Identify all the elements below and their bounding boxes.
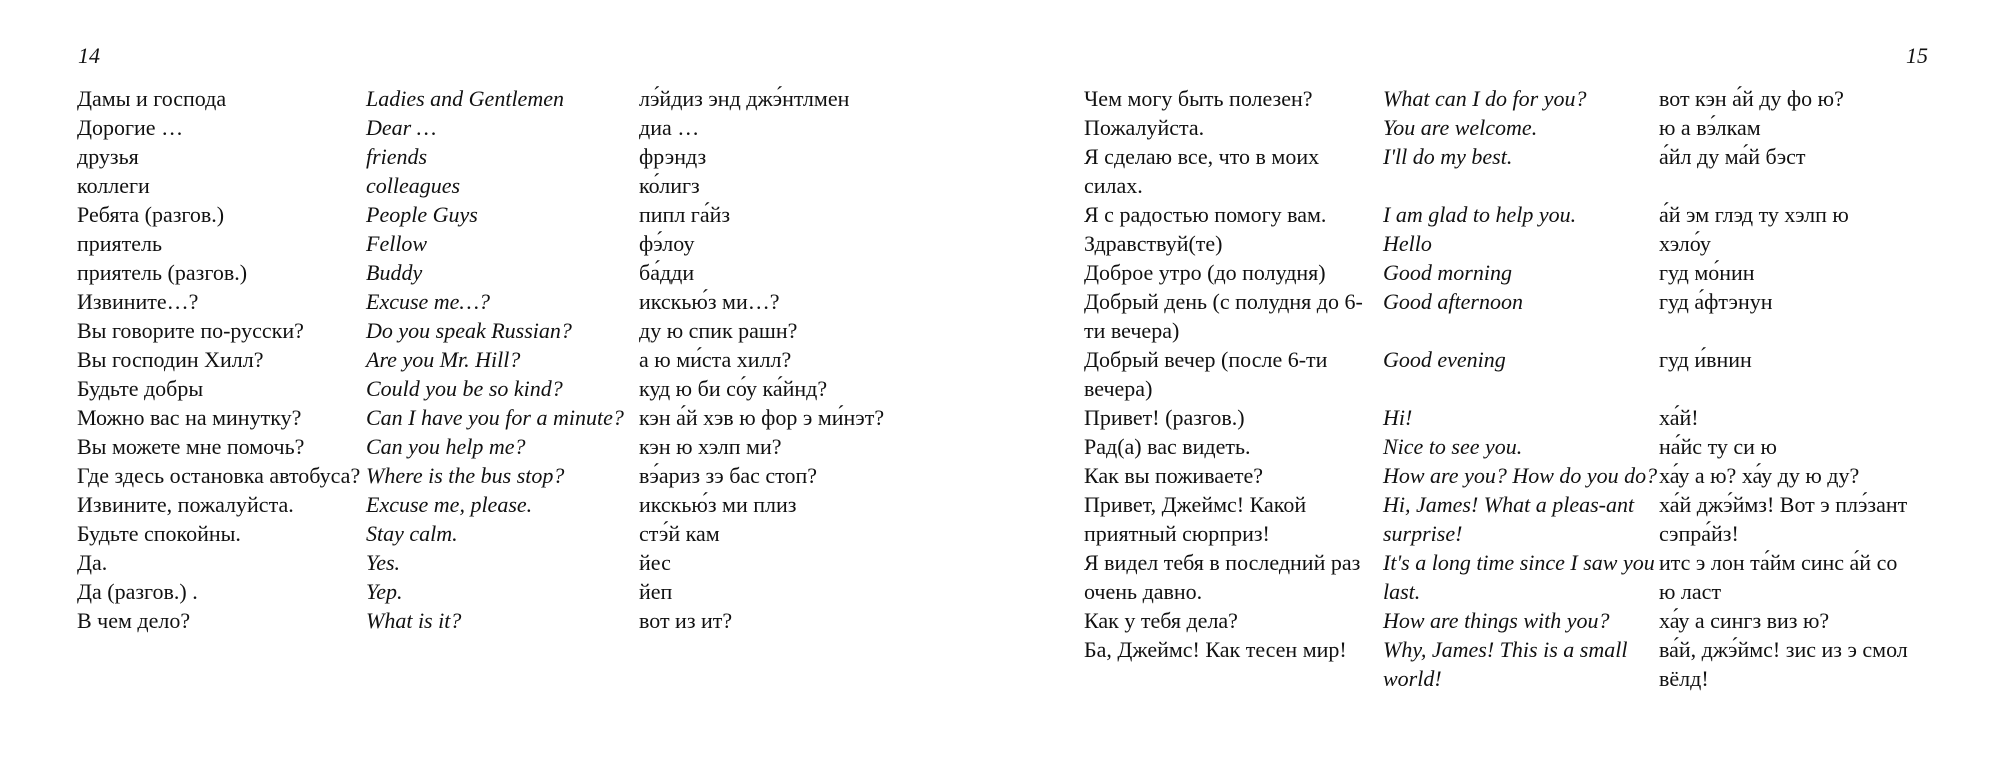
russian-phrase: Добрый день (с полудня до 6-ти вечера) — [1084, 289, 1363, 343]
russian-phrase: Будьте спокойны. — [77, 521, 241, 546]
russian-phrase: В чем дело? — [77, 608, 191, 633]
phrase-row — [1084, 200, 1919, 229]
transcription: ва́й, джэ́ймс! зис из э смол вёлд! — [1659, 637, 1908, 691]
phrase-row — [77, 403, 919, 432]
phrase-row — [77, 287, 919, 316]
russian-phrase: Будьте добры — [77, 376, 204, 401]
russian-phrase: Я видел тебя в последний раз очень давно. — [1084, 550, 1361, 604]
russian-phrase: Привет, Джеймс! Какой приятный сюрприз! — [1084, 492, 1307, 546]
phrase-row — [77, 84, 919, 113]
english-phrase: Can I have you for a minute? — [366, 405, 624, 430]
phrase-row — [77, 229, 919, 258]
phrase-row — [77, 461, 919, 490]
english-phrase: Do you speak Russian? — [366, 318, 572, 343]
transcription: хэло́у — [1659, 231, 1711, 256]
russian-phrase: Ба, Джеймс! Как тесен мир! — [1084, 637, 1347, 662]
english-phrase: I'll do my best. — [1383, 144, 1513, 169]
english-phrase: Dear … — [366, 115, 437, 140]
russian-phrase: Пожалуйста. — [1084, 115, 1205, 140]
russian-phrase: Извините, пожалуйста. — [77, 492, 294, 517]
transcription: вот кэн а́й ду фо ю? — [1659, 86, 1844, 111]
transcription: на́йс ту си ю — [1659, 434, 1777, 459]
transcription: итс э лон та́йм синс а́й со ю ласт — [1659, 550, 1898, 604]
transcription: вот из ит? — [639, 608, 733, 633]
phrase-row — [77, 432, 919, 461]
phrase-row — [1084, 490, 1919, 548]
english-phrase: Ladies and Gentlemen — [366, 86, 564, 111]
page-number-left: 14 — [78, 43, 100, 68]
phrase-row — [77, 142, 919, 171]
transcription: икскью́з ми плиз — [639, 492, 797, 517]
english-phrase: Why, James! This is a small world! — [1383, 637, 1628, 691]
phrase-row — [77, 171, 919, 200]
english-phrase: Excuse me, please. — [366, 492, 533, 517]
transcription: гуд и́внин — [1659, 347, 1752, 372]
russian-phrase: Где здесь остановка автобуса? — [77, 463, 361, 488]
phrase-table-left — [77, 84, 919, 635]
russian-phrase: Ребята (разгов.) — [77, 202, 225, 227]
english-phrase: Hello — [1383, 231, 1432, 256]
russian-phrase: Дамы и господа — [77, 86, 227, 111]
phrase-row — [77, 490, 919, 519]
english-phrase: Are you Mr. Hill? — [366, 347, 521, 372]
english-phrase: Can you help me? — [366, 434, 526, 459]
transcription: диа … — [639, 115, 700, 140]
phrase-row — [77, 519, 919, 548]
phrase-row — [1084, 287, 1919, 345]
english-phrase: friends — [366, 144, 428, 169]
phrase-row — [77, 258, 919, 287]
phrase-row — [77, 345, 919, 374]
english-phrase: I am glad to help you. — [1383, 202, 1577, 227]
transcription: ко́лигз — [639, 173, 700, 198]
transcription: лэ́йдиз энд джэ́нтлмен — [639, 86, 850, 111]
phrase-row — [1084, 258, 1919, 287]
phrase-row — [77, 577, 919, 606]
english-phrase: Stay calm. — [366, 521, 458, 546]
english-phrase: Hi! — [1383, 405, 1413, 430]
transcription: пипл га́йз — [639, 202, 731, 227]
russian-phrase: Да (разгов.) . — [77, 579, 198, 604]
russian-phrase: Вы говорите по-русски? — [77, 318, 304, 343]
phrase-row — [1084, 432, 1919, 461]
english-phrase: It's a long time since I saw you last. — [1383, 550, 1655, 604]
transcription: ба́дди — [639, 260, 695, 285]
russian-phrase: Вы господин Хилл? — [77, 347, 264, 372]
transcription: фэ́лоу — [639, 231, 695, 256]
phrase-row — [1084, 113, 1919, 142]
english-phrase: Buddy — [366, 260, 423, 285]
transcription: а́йл ду ма́й бэст — [1659, 144, 1806, 169]
english-phrase: Good evening — [1383, 347, 1506, 372]
english-phrase: Hi, James! What a pleas-ant surprise! — [1383, 492, 1635, 546]
english-phrase: People Guys — [366, 202, 478, 227]
russian-phrase: Чем могу быть полезен? — [1084, 86, 1313, 111]
transcription: стэ́й кам — [639, 521, 720, 546]
russian-phrase: Да. — [77, 550, 108, 575]
right-page — [1000, 0, 2000, 778]
english-phrase: Good afternoon — [1383, 289, 1523, 314]
transcription: ха́й! — [1659, 405, 1699, 430]
russian-phrase: Доброе утро (до полудня) — [1084, 260, 1326, 285]
english-phrase: How are you? How do you do? — [1383, 463, 1658, 488]
transcription: фрэндз — [639, 144, 707, 169]
transcription: йеп — [639, 579, 673, 604]
russian-phrase: Привет! (разгов.) — [1084, 405, 1245, 430]
english-phrase: You are welcome. — [1383, 115, 1538, 140]
phrase-row — [1084, 606, 1919, 635]
english-phrase: Yes. — [366, 550, 401, 575]
english-phrase: Excuse me…? — [366, 289, 491, 314]
russian-phrase: друзья — [77, 144, 139, 169]
english-phrase: How are things with you? — [1383, 608, 1610, 633]
phrase-row — [1084, 345, 1919, 403]
english-phrase: Good morning — [1383, 260, 1512, 285]
russian-phrase: Я с радостью помогу вам. — [1084, 202, 1327, 227]
phrase-table-body — [77, 84, 919, 635]
transcription: кэн ю хэлп ми? — [639, 434, 782, 459]
transcription: ду ю спик рашн? — [639, 318, 798, 343]
english-phrase: What can I do for you? — [1383, 86, 1587, 111]
russian-phrase: Можно вас на минутку? — [77, 405, 302, 430]
phrase-row — [1084, 635, 1919, 693]
english-phrase: colleagues — [366, 173, 461, 198]
russian-phrase: Как вы поживаете? — [1084, 463, 1263, 488]
transcription: йес — [639, 550, 671, 575]
phrase-row — [77, 606, 919, 635]
transcription: ха́у а ю? ха́у ду ю ду? — [1659, 463, 1860, 488]
phrase-row — [1084, 548, 1919, 606]
transcription: а ю ми́ста хилл? — [639, 347, 792, 372]
phrase-row — [1084, 84, 1919, 113]
transcription: икскью́з ми…? — [639, 289, 780, 314]
english-phrase: Nice to see you. — [1383, 434, 1523, 459]
phrase-table-body — [1084, 84, 1919, 693]
phrase-row — [1084, 142, 1919, 200]
transcription: ха́у а сингз виз ю? — [1659, 608, 1830, 633]
russian-phrase: Рад(а) вас видеть. — [1084, 434, 1251, 459]
transcription: а́й эм глэд ту хэлп ю — [1659, 202, 1849, 227]
phrase-row — [77, 316, 919, 345]
english-phrase: What is it? — [366, 608, 462, 633]
russian-phrase: Я сделаю все, что в моих силах. — [1084, 144, 1320, 198]
transcription: вэ́ариз зэ бас стоп? — [639, 463, 818, 488]
transcription: кэн а́й хэв ю фор э ми́нэт? — [639, 405, 885, 430]
transcription: гуд а́фтэнун — [1659, 289, 1773, 314]
russian-phrase: Дорогие … — [77, 115, 184, 140]
phrase-row — [1084, 461, 1919, 490]
phrase-row — [1084, 403, 1919, 432]
phrase-row — [77, 113, 919, 142]
transcription: гуд мо́нин — [1659, 260, 1755, 285]
english-phrase: Could you be so kind? — [366, 376, 563, 401]
russian-phrase: Извините…? — [77, 289, 199, 314]
english-phrase: Yep. — [366, 579, 403, 604]
english-phrase: Where is the bus stop? — [366, 463, 565, 488]
transcription: ю а вэ́лкам — [1659, 115, 1761, 140]
russian-phrase: Как у тебя дела? — [1084, 608, 1238, 633]
russian-phrase: коллеги — [77, 173, 150, 198]
phrase-row — [77, 548, 919, 577]
transcription: ха́й джэ́ймз! Вот э плэ́зант сэпра́йз! — [1659, 492, 1908, 546]
russian-phrase: Здравствуй(те) — [1084, 231, 1223, 256]
phrase-table-right — [1084, 84, 1919, 693]
page-number-right: 15 — [1906, 43, 1928, 68]
russian-phrase: приятель (разгов.) — [77, 260, 248, 285]
russian-phrase: Добрый вечер (после 6-ти вечера) — [1084, 347, 1328, 401]
phrase-row — [77, 374, 919, 403]
phrase-row — [77, 200, 919, 229]
phrase-row — [1084, 229, 1919, 258]
russian-phrase: приятель — [77, 231, 163, 256]
transcription: куд ю би со́у ка́йнд? — [639, 376, 828, 401]
russian-phrase: Вы можете мне помочь? — [77, 434, 305, 459]
english-phrase: Fellow — [366, 231, 428, 256]
